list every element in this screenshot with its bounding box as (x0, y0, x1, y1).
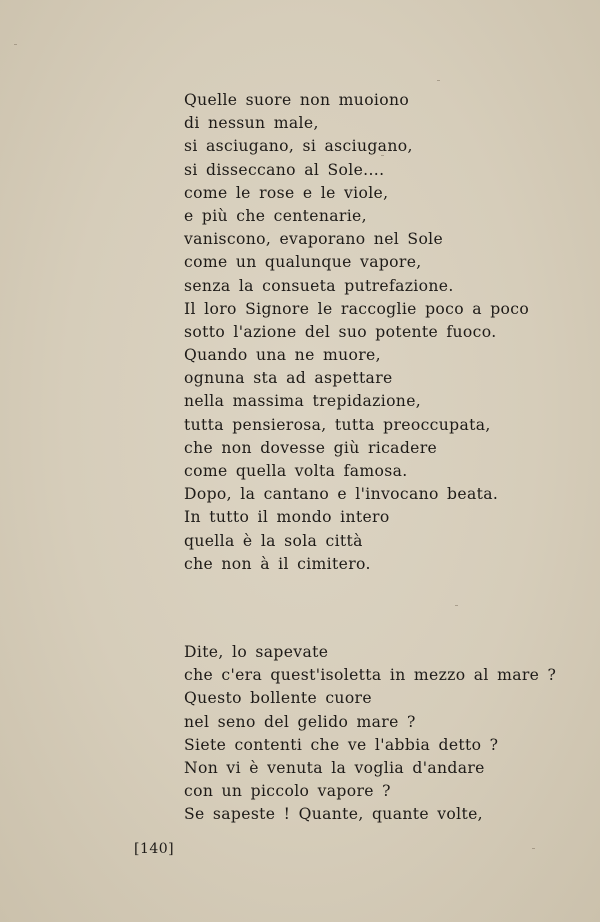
poem-line: come un qualunque vapore, (184, 253, 422, 272)
paper-speck (14, 44, 17, 45)
poem-line: vaniscono, evaporano nel Sole (184, 230, 444, 249)
poem-line: di nessun male, (184, 114, 319, 133)
page-number: [140] (134, 841, 175, 857)
poem-line: che non dovesse giù ricadere (184, 438, 438, 457)
poem-line: come le rose e le viole, (184, 183, 389, 202)
poem-line: tutta pensierosa, tutta preoccupata, (184, 415, 491, 434)
poem-line: senza la consueta putrefazione. (184, 276, 454, 295)
poem-line: Quando una ne muore, (184, 346, 381, 365)
poem-line: Se sapeste ! Quante, quante volte, (184, 805, 483, 824)
poem-line: e più che centenarie, (184, 206, 367, 225)
poem-stanza-1 (184, 89, 529, 576)
poem-line: Il loro Signore le raccoglie poco a poco (184, 299, 530, 318)
poem-line: come quella volta famosa. (184, 462, 408, 480)
poem-line: Siete contenti che ve l'abbia detto ? (184, 735, 499, 754)
poem-line: nella massima trepidazione, (184, 392, 422, 411)
poem-line: che c'era quest'isoletta in mezzo al mare ? (184, 666, 557, 685)
poem-line: In tutto il mondo intero (184, 508, 390, 527)
poem-line: nel seno del gelido mare ? (184, 712, 416, 731)
poem-line: Dite, lo sapevate (184, 643, 329, 661)
paper-speck (532, 848, 535, 849)
poem-line: quella è la sola città (184, 531, 363, 550)
poem-line: Dopo, la cantano e l'invocano beata. (184, 485, 499, 504)
poem-line: si disseccano al Sole.... (184, 160, 385, 179)
poem-line: Quelle suore non muoiono (184, 91, 410, 109)
poem-stanza-2 (184, 641, 556, 827)
poem-line: con un piccolo vapore ? (184, 782, 391, 801)
poem-line: si asciugano, si asciugano, (184, 137, 413, 156)
paper-speck (455, 605, 458, 606)
paper-speck (437, 80, 440, 81)
poem-line: Questo bollente cuore (184, 689, 372, 708)
poem-line: sotto l'azione del suo potente fuoco. (184, 322, 497, 341)
poem-line: Non vi è venuta la voglia d'andare (184, 758, 485, 777)
poem-line: che non à il cimitero. (184, 554, 371, 573)
poem-line: ognuna sta ad aspettare (184, 369, 393, 388)
